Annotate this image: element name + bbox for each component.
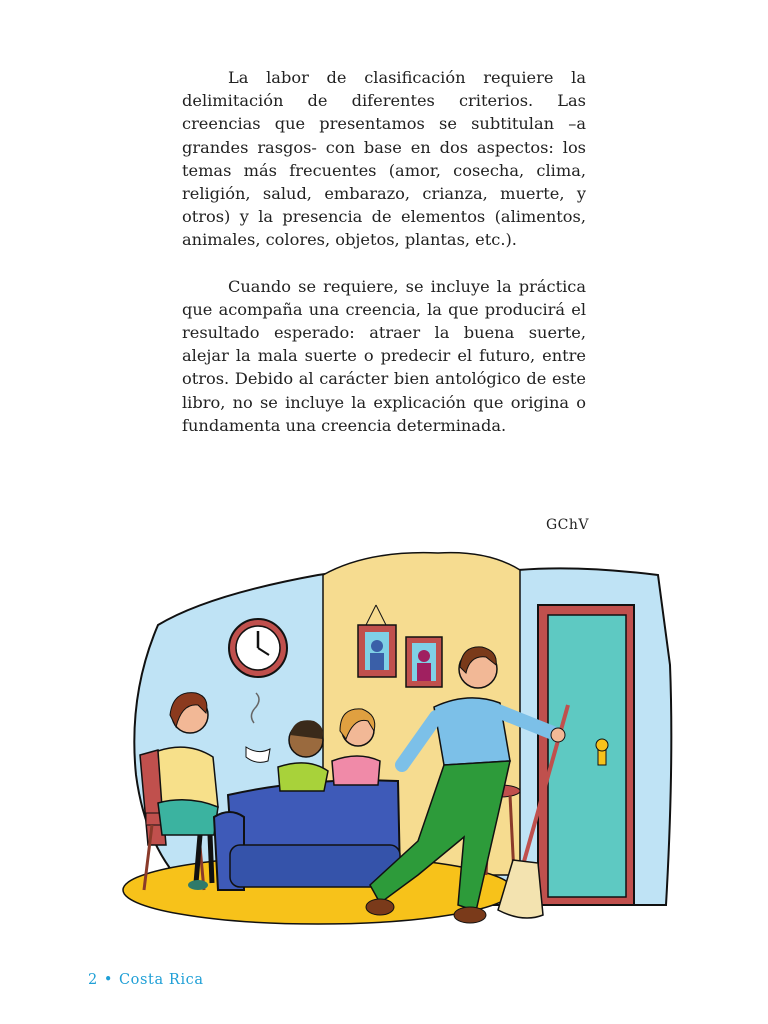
body-text — [182, 66, 586, 437]
paragraph-2: Cuando se requiere, se incluye la práctica que acompaña una creencia, la que producirá el resultado esperado: atraer la buena suerte, alejar la mala suerte o predecir el futuro, entre otros. Debido al carácter bien antológico de este libro, no se incluye la explicación que origina o fundamenta una creencia determinada. — [182, 276, 586, 435]
page-number: 2 — [88, 972, 98, 988]
family-room-illustration — [118, 545, 678, 935]
clock-icon — [229, 619, 287, 677]
picture-frame-2 — [406, 637, 442, 687]
author-initials: GChV — [546, 517, 590, 533]
page-footer — [88, 972, 204, 988]
footer-separator: • — [103, 972, 113, 988]
footer-country: Costa Rica — [118, 972, 204, 988]
blue-sofa — [214, 780, 400, 890]
paragraph-1: La labor de clasificación requiere la delimitación de diferentes criterios. Las creencias que presentamos se subtitulan –a grandes rasgos- con base en dos aspectos: los temas más frecuentes (amor, cosecha, clima, religión, salud, embarazo, crianza, muerte, y otros) y la presencia de elementos (alimentos, animales, colores, objetos, plantas, etc.). — [182, 68, 586, 250]
